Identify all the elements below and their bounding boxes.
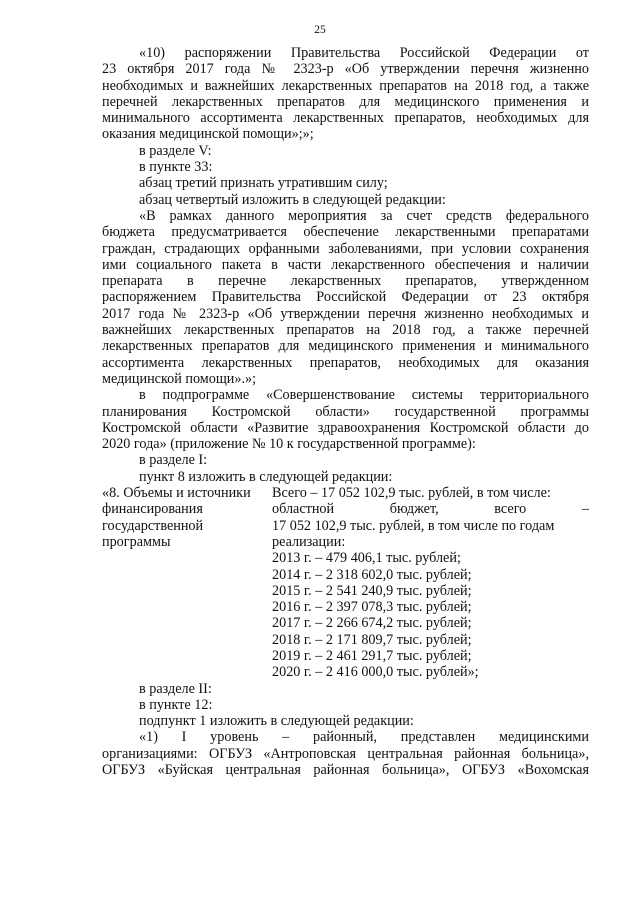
table-value-line: Всего – 17 052 102,9 тыс. рублей, в том числе:: [272, 485, 551, 502]
funding-table: [102, 485, 589, 681]
text-line: 23 октября 2017 года № 2323-р «Об утверждении перечня жизненно: [102, 61, 589, 78]
text-line: ассортимента лекарственных препаратов, необходимых для оказания: [102, 354, 589, 371]
table-value-line: реализации:: [272, 533, 346, 550]
instruction-line: абзац третий признать утратившим силу;: [139, 175, 388, 192]
page-number: 25: [314, 24, 326, 36]
text-line: препарата в перечне лекарственных препаратов, утвержденном: [102, 273, 589, 290]
table-label-line: «8. Объемы и источники: [102, 485, 251, 502]
table-value-line: 2017 г. – 2 266 674,2 тыс. рублей;: [272, 615, 472, 632]
table-value-line: 2019 г. – 2 461 291,7 тыс. рублей;: [272, 647, 472, 664]
table-value-line: 2015 г. – 2 541 240,9 тыс. рублей;: [272, 582, 472, 599]
text-line: «В рамках данного мероприятия за счет средств федерального: [139, 207, 589, 224]
text-line: граждан, страдающих орфанными заболеваниями, при условии сохранения: [102, 240, 589, 257]
text-line: важнейших лекарственных препаратов на 2018 год, а также перечней: [102, 322, 589, 339]
text-line: лекарственных препаратов для медицинского применения и минимального: [102, 338, 589, 355]
paragraph-order-10: [102, 45, 589, 143]
instruction-line: подпункт 1 изложить в следующей редакции:: [139, 713, 414, 730]
section-i-heading: в разделе I:: [139, 452, 208, 469]
text-line: ими социального пакета в части лекарственного обеспечения и наличии: [102, 256, 589, 273]
table-value-line: 2020 г. – 2 416 000,0 тыс. рублей»;: [272, 664, 479, 681]
document-body: [102, 45, 589, 778]
table-label-line: финансирования: [102, 501, 203, 518]
text-line: ОГБУЗ «Буйская центральная районная больница», ОГБУЗ «Вохомская: [102, 762, 589, 779]
table-value-line: 17 052 102,9 тыс. рублей, в том числе по годам: [272, 517, 555, 534]
text-line: 2017 года № 2323-р «Об утверждении перечня жизненно необходимых и: [102, 305, 589, 322]
text-line: организациями: ОГБУЗ «Антроповская центральная районная больница»,: [102, 745, 589, 762]
table-value-line: 2018 г. – 2 171 809,7 тыс. рублей;: [272, 631, 472, 648]
funding-table-label-cell: [102, 485, 272, 681]
paragraph-federal-budget: [102, 208, 589, 387]
instruction-line: абзац четвертый изложить в следующей редакции:: [139, 191, 446, 208]
text-line: бюджета предусматривается обеспечение лекарственными препаратами: [102, 224, 589, 241]
text-line: 2020 года» (приложение № 10 к государственной программе):: [102, 436, 476, 453]
item-33-heading: в пункте 33:: [139, 159, 213, 176]
table-value-line: 2016 г. – 2 397 078,3 тыс. рублей;: [272, 599, 472, 616]
text-line: в подпрограмме «Совершенствование системы территориального: [139, 387, 589, 404]
table-value-line: областной бюджет, всего –: [272, 501, 589, 518]
text-line: распоряжением Правительства Российской Федерации от 23 октября: [102, 289, 589, 306]
text-line: «1) I уровень – районный, представлен медицинскими: [139, 729, 589, 746]
text-line: необходимых и важнейших лекарственных препаратов на 2018 год, а также: [102, 77, 589, 94]
paragraph-level-1: [102, 729, 589, 778]
table-label-line: государственной: [102, 517, 204, 534]
section-v-heading: в разделе V:: [139, 142, 212, 159]
paragraph-subprogram: [102, 387, 589, 452]
table-value-line: 2014 г. – 2 318 602,0 тыс. рублей;: [272, 566, 472, 583]
section-ii-heading: в разделе II:: [139, 680, 212, 697]
text-line: оказания медицинской помощи»;»;: [102, 126, 314, 143]
text-line: медицинской помощи».»;: [102, 370, 257, 387]
table-value-line: 2013 г. – 479 406,1 тыс. рублей;: [272, 550, 461, 567]
text-line: Костромской области «Развитие здравоохранения Костромской области до: [102, 419, 589, 436]
funding-table-value-cell: [272, 485, 589, 681]
item-12-heading: в пункте 12:: [139, 696, 213, 713]
text-line: планирования Костромской области» государственной программы: [102, 403, 589, 420]
text-line: «10) распоряжении Правительства Российской Федерации от: [139, 45, 589, 61]
instruction-line: пункт 8 изложить в следующей редакции:: [139, 468, 393, 485]
text-line: минимального ассортимента лекарственных препаратов, необходимых для: [102, 110, 589, 127]
text-line: перечней лекарственных препаратов для медицинского применения и: [102, 93, 589, 110]
table-label-line: программы: [102, 533, 171, 550]
